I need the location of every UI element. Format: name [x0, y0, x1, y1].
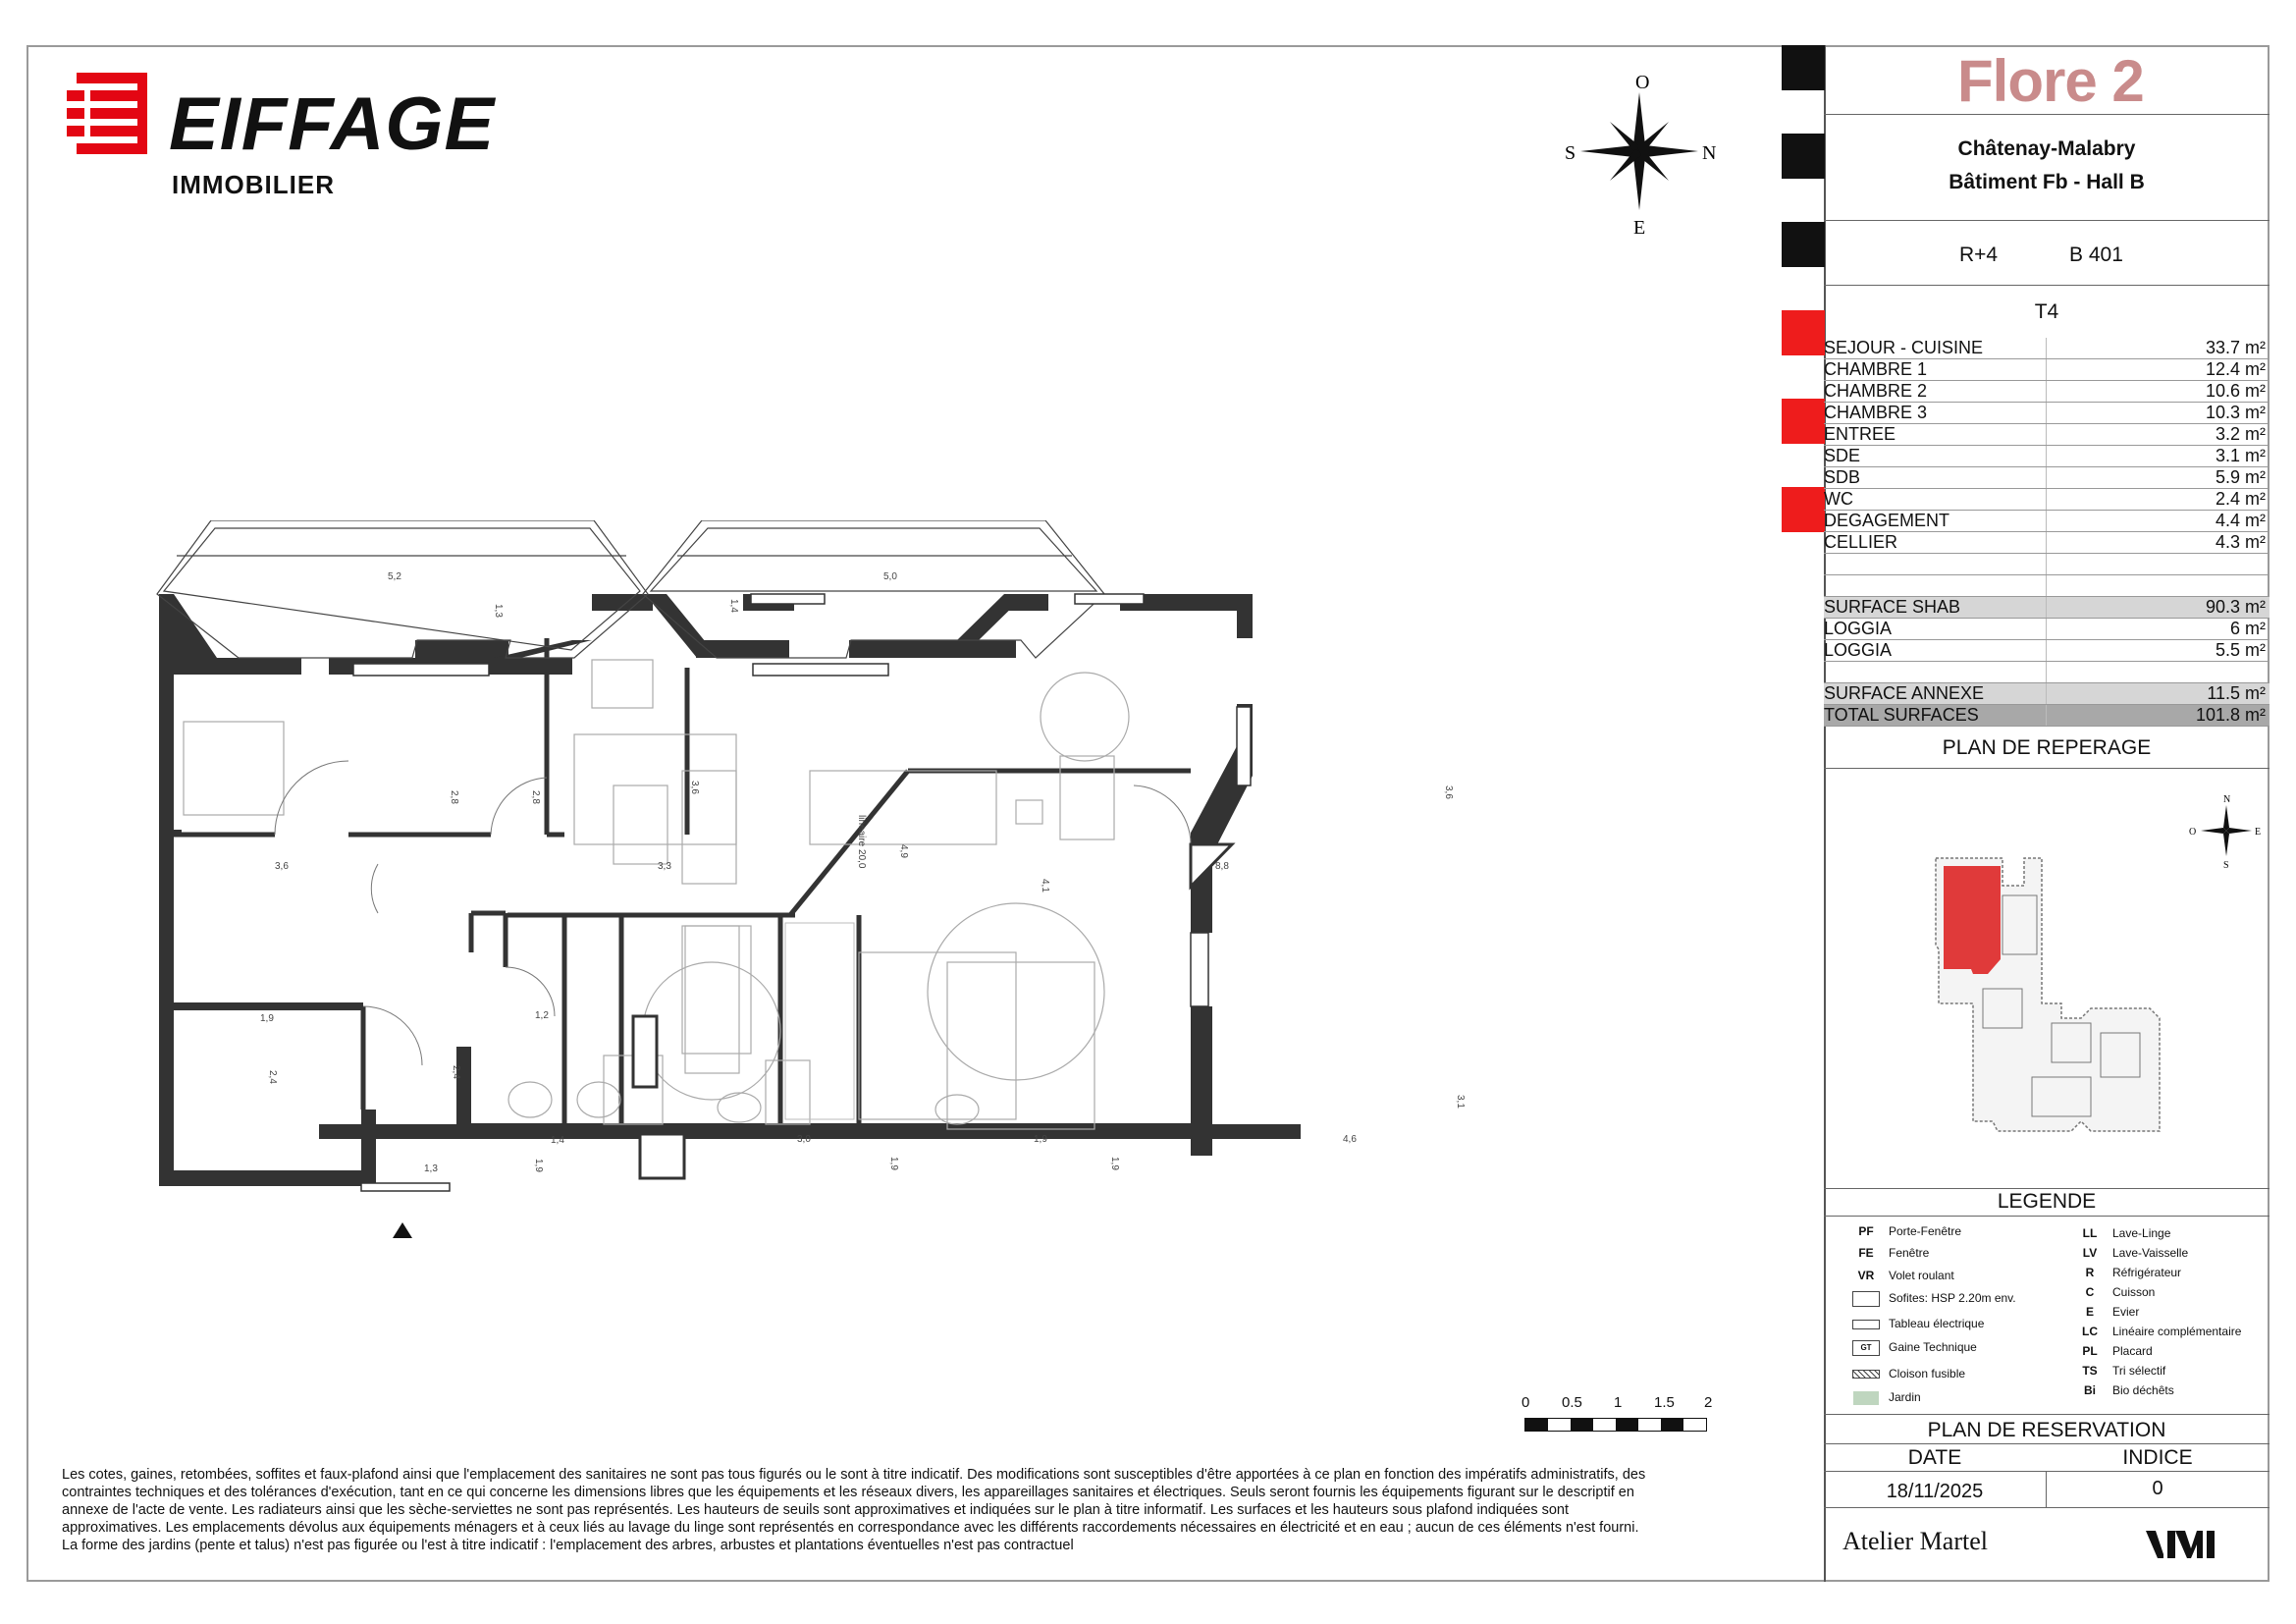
rep-compass-n: N	[2223, 794, 2231, 805]
reperage-compass-icon	[2187, 787, 2266, 872]
soffite-swatch	[1852, 1291, 1880, 1307]
dim-wc-d: 1,9	[533, 1159, 544, 1172]
dim-loggia-right-w: 5,0	[883, 571, 897, 582]
date-label: DATE	[1907, 1446, 1962, 1469]
dim-sdb-w: 3,0	[797, 1134, 811, 1145]
legend-item: TS Tri sélectif	[2082, 1364, 2166, 1378]
compass-rose-icon	[1561, 73, 1718, 240]
fusible-partition-icon	[1852, 1370, 1880, 1379]
compass-o: O	[1635, 73, 1650, 93]
scale-tick-15: 1.5	[1654, 1394, 1675, 1411]
note-line: approximatives. Les emplacements dévolus aux équipements ménagers et à ceux liés au lavage du linge sont représentés en correspondance avec les différents raccordements nécessaires en électricité et en eau ; aucun de ces éléments n'est fourni.	[62, 1520, 1639, 1536]
scale-tick-1: 1	[1614, 1394, 1623, 1411]
compass-n: N	[1702, 142, 1717, 164]
room-row-empty	[1824, 662, 2269, 683]
legend-item: Jardin	[1843, 1390, 1921, 1405]
room-row: SDE 3.1 m²	[1824, 446, 2269, 467]
index-label: INDICE	[2122, 1446, 2193, 1469]
note-line: La forme des jardins (pente et talus) n'est pas figurée ou l'est à titre indicatif : l'emplacement des arbres, arbustes et plantations éventuelles n'est pas contractuel	[62, 1538, 1074, 1553]
room-row: CHAMBRE 1 12.4 m²	[1824, 359, 2269, 381]
electrical-panel-icon	[1852, 1320, 1880, 1329]
reservation-title: PLAN DE RESERVATION	[1927, 1419, 2166, 1441]
total-row: LOGGIA 6 m²	[1824, 619, 2269, 640]
dim-wc-w: 1,4	[551, 1135, 564, 1146]
dim-ent-w: 1,3	[424, 1164, 438, 1174]
legend-item: FE Fenêtre	[1858, 1246, 1930, 1260]
rep-compass-s: S	[2223, 860, 2229, 871]
index-value: 0	[2152, 1478, 2163, 1499]
note-line: Les cotes, gaines, retombées, soffites et faux-plafond ainsi que l'emplacement des sanitaires ne sont pas tous figurés ou le sont à titre indicatif. Des modifications sont susceptibles d'être apportées à ce plan en fonction des impératifs administratifs, des	[62, 1467, 1646, 1483]
compass-s: S	[1565, 142, 1576, 164]
atelier-martel-logo-icon	[2146, 1527, 2215, 1562]
marker-black-3	[1782, 222, 1825, 267]
project-lot: B 401	[2069, 244, 2123, 266]
dim-ch1-w: 3,6	[275, 861, 289, 872]
dim-sde-w: 1,9	[1034, 1134, 1047, 1145]
dim-cel-w: 4,6	[1343, 1134, 1357, 1145]
dim-sdb-d: 1,9	[888, 1157, 899, 1170]
dim-sej-d1: 4,9	[898, 844, 909, 858]
reperage-title: PLAN DE REPERAGE	[1942, 736, 2152, 759]
dim-loggia-right-d: 1,4	[728, 599, 739, 613]
legend-item: PF Porte-Fenêtre	[1858, 1224, 1962, 1238]
legend-item: Cloison fusible	[1843, 1367, 1965, 1380]
logo-wordmark: EIFFAGE	[169, 82, 496, 166]
legend-item: VR Volet roulant	[1857, 1269, 1954, 1282]
dim-deg-w: 1,2	[535, 1010, 549, 1021]
room-row: CHAMBRE 2 10.6 m²	[1824, 381, 2269, 403]
dim-lineaire: lineaire 20,0	[856, 815, 867, 869]
legend-item: LC Linéaire complémentaire	[2082, 1325, 2242, 1338]
gaine-technique-icon: GT	[1852, 1340, 1880, 1356]
legend-item: Sofites: HSP 2.20m env.	[1843, 1291, 2016, 1307]
room-row: WC 2.4 m²	[1824, 489, 2269, 511]
garden-swatch	[1853, 1391, 1879, 1405]
logo-subtitle: IMMOBILIER	[172, 170, 335, 199]
legend-item: E Evier	[2085, 1305, 2140, 1319]
dim-loggia-left-d: 1,3	[493, 604, 504, 618]
scale-tick-2: 2	[1704, 1394, 1713, 1411]
room-row: SEJOUR - CUISINE 33.7 m²	[1824, 338, 2269, 359]
legend-item: LL Lave-Linge	[2082, 1226, 2171, 1240]
legend-item: Bi Bio déchêts	[2084, 1383, 2174, 1397]
dim-deg-d: 2,4	[451, 1065, 461, 1079]
floor-plan	[152, 520, 1683, 1276]
rep-compass-e: E	[2255, 827, 2262, 838]
project-brand: Flore 2	[1957, 48, 2144, 114]
dim-ch1-d: 2,8	[449, 790, 459, 804]
room-row: SDB 5.9 m²	[1824, 467, 2269, 489]
date-value: 18/11/2025	[1886, 1481, 1984, 1502]
legend-item: R Réfrigérateur	[2085, 1266, 2182, 1279]
marker-red-2	[1782, 399, 1825, 444]
project-building: Bâtiment Fb - Hall B	[1949, 171, 2145, 193]
dim-ch2-d2: 3,6	[689, 781, 700, 794]
legend-item: GT Gaine Technique	[1843, 1340, 1977, 1356]
legal-notes	[62, 1466, 1789, 1554]
room-row: CELLIER 4.3 m²	[1824, 532, 2269, 554]
legend-title: LEGENDE	[1997, 1190, 2097, 1213]
legend-item: C Cuisson	[2085, 1285, 2156, 1299]
dim-sej-w: 8,8	[1215, 861, 1229, 872]
room-row: DEGAGEMENT 4.4 m²	[1824, 511, 2269, 532]
dim-kit-d: 3,6	[1443, 785, 1454, 799]
room-row: CHAMBRE 3 10.3 m²	[1824, 403, 2269, 424]
dim-sej-d2: 4,1	[1040, 879, 1050, 893]
dim-cel-d: 3,1	[1455, 1095, 1466, 1109]
scale-tick-0: 0	[1522, 1394, 1530, 1411]
compass-e: E	[1633, 217, 1646, 239]
annex-row: SURFACE ANNEXE 11.5 m²	[1824, 683, 2269, 705]
project-city: Châtenay-Malabry	[1957, 137, 2136, 160]
total-row: SURFACE SHAB 90.3 m²	[1824, 597, 2269, 619]
dim-ch2-w: 3,3	[658, 861, 671, 872]
grand-total-row: TOTAL SURFACES 101.8 m²	[1824, 705, 2269, 727]
note-line: annexe de l'acte de vente. Les radiateurs ainsi que les sèche-serviettes ne sont pas représentés. Les hauteurs de seuils sont approximatives et indiquées sur le plan à titre informatif. Les surfaces et les hauteurs sous plafond indiquées sont	[62, 1502, 1570, 1518]
dim-ch3-d2: 2,4	[267, 1070, 278, 1084]
key-plan	[1934, 856, 2169, 1141]
scale-tick-05: 0.5	[1562, 1394, 1582, 1411]
room-row-empty	[1824, 575, 2269, 597]
dim-loggia-left-w: 5,2	[388, 571, 401, 582]
eiffage-logo-icon	[67, 73, 147, 155]
dim-sde-d: 1,9	[1109, 1157, 1120, 1170]
project-type: T4	[2034, 300, 2059, 323]
project-level: R+4	[1959, 244, 1999, 266]
dim-ch2-d: 2,8	[530, 790, 541, 804]
total-row: LOGGIA 5.5 m²	[1824, 640, 2269, 662]
marker-black-1	[1782, 45, 1825, 90]
entry-arrow-icon	[393, 1222, 412, 1238]
marker-red-3	[1782, 487, 1825, 532]
legend-item: PL Placard	[2082, 1344, 2153, 1358]
legend-item: Tableau électrique	[1843, 1317, 1984, 1330]
marker-black-2	[1782, 134, 1825, 179]
note-line: contraintes techniques et des tolérances d'exécution, tant en ce qui concerne les dimensions libres que les équipements et les réseaux divers, les appareillages sanitaires et électriques. Seuls seront fournis les équipements figurant sur le descriptif en	[62, 1485, 1634, 1500]
rep-compass-o: O	[2189, 827, 2197, 838]
marker-red-1	[1782, 310, 1825, 355]
scale-bar	[1524, 1394, 1721, 1434]
room-row-empty	[1824, 554, 2269, 575]
dim-ch3-d1: 1,9	[260, 1013, 274, 1024]
architect-signature: Atelier Martel	[1842, 1527, 1988, 1555]
legend-item: LV Lave-Vaisselle	[2082, 1246, 2189, 1260]
room-row: ENTREE 3.2 m²	[1824, 424, 2269, 446]
